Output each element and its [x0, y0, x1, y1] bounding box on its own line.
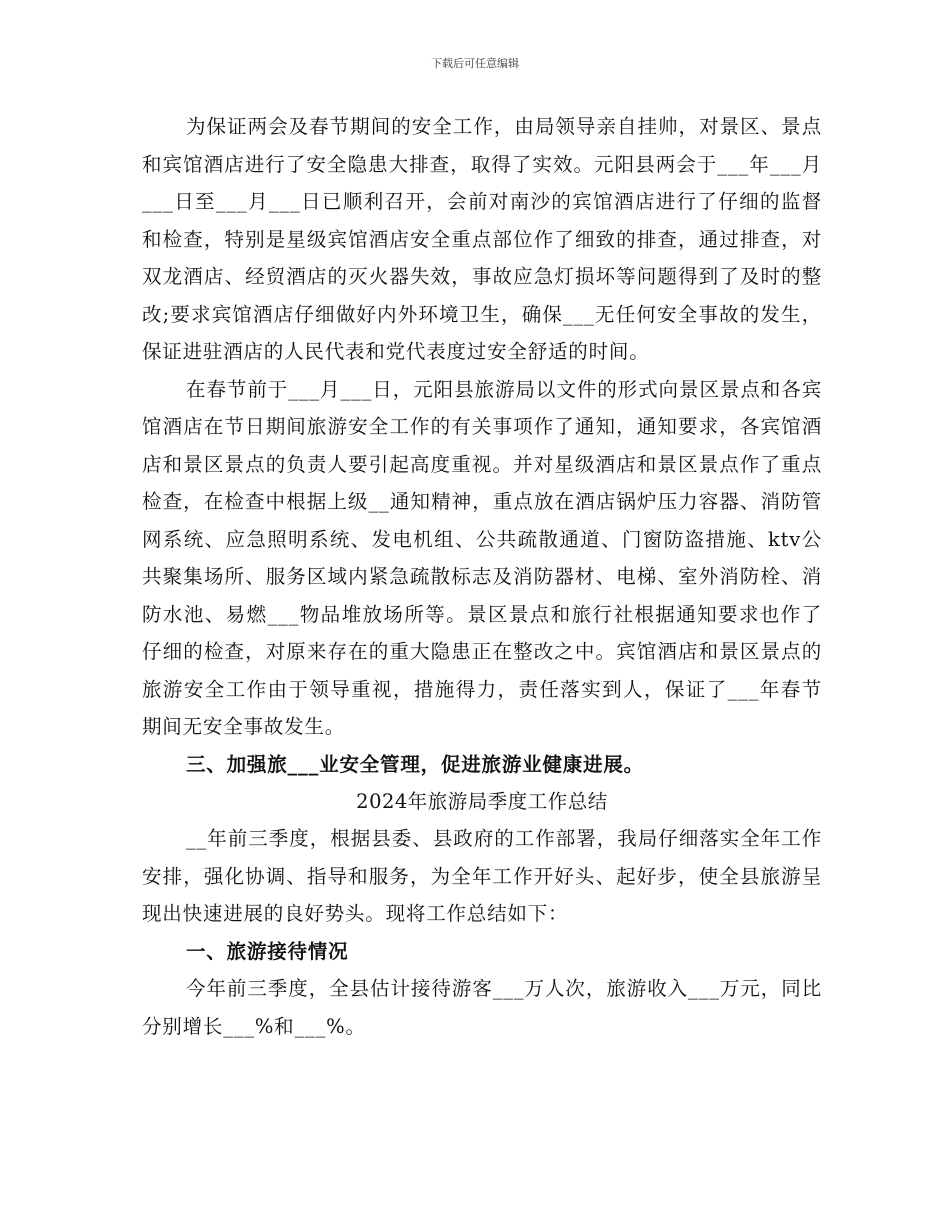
section-heading-1: 一、旅游接待情况: [186, 939, 349, 963]
paragraph-intro: __年前三季度，根据县委、县政府的工作部署，我局仔细落实全年工作安排，强化协调、指导和服务，为全年工作开好头、起好步，使全县旅游呈现出快速进展的良好势头。现将工作总结如下：: [142, 827, 822, 925]
document-title: 2024年旅游局季度工作总结: [356, 790, 608, 813]
page-header: 下载后可任意编辑: [431, 57, 519, 70]
section-heading-3: 三、加强旅___业安全管理，促进旅游业健康进展。: [186, 752, 644, 776]
document-body: [142, 108, 822, 1045]
paragraph-spring-festival-notice: 在春节前于___月___日，元阳县旅游局以文件的形式向景区景点和各宾馆酒店在节日期间旅游安全工作的有关事项作了通知，通知要求，各宾馆酒店和景区景点的负责人要引起高度重视。并对星级酒店和景区景点作了重点检查，在检查中根据上级__通知精神，重点放在酒店锅炉压力容器、消防管网系统、应急照明系统、发电机组、公共疏散通道、门窗防盗措施、ktv公共聚集场所、服务区域内紧急疏散标志及消防器材、电梯、室外消防栓、消防水池、易燃___物品堆放场所等。景区景点和旅行社根据通知要求也作了仔细的检查，对原来存在的重大隐患正在整改之中。宾馆酒店和景区景点的旅游安全工作由于领导重视，措施得力，责任落实到人，保证了___年春节期间无安全事故发生。: [142, 377, 822, 738]
paragraph-visitor-stats: 今年前三季度，全县估计接待游客___万人次，旅游收入___万元，同比分别增长___%和___%。: [142, 977, 822, 1038]
paragraph-safety-inspection: 为保证两会及春节期间的安全工作，由局领导亲自挂帅，对景区、景点和宾馆酒店进行了安全隐患大排查，取得了实效。元阳县两会于___年___月___日至___月___日已顺利召开，会前对南沙的宾馆酒店进行了仔细的监督和检查，特别是星级宾馆酒店安全重点部位作了细致的排查，通过排查，对双龙酒店、经贸酒店的灭火器失效，事故应急灯损坏等问题得到了及时的整改;要求宾馆酒店仔细做好内外环境卫生，确保___无任何安全事故的发生，保证进驻酒店的人民代表和党代表度过安全舒适的时间。: [142, 115, 822, 363]
